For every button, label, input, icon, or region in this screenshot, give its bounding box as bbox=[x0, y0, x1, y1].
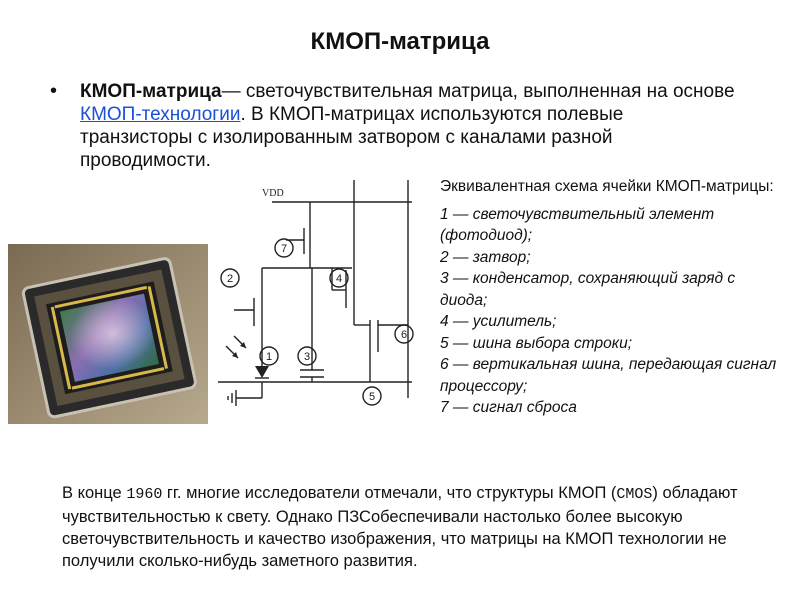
legend-item-7: 7 — сигнал сброса bbox=[440, 399, 577, 416]
history-text-2: гг. многие исследователи отмечали, что структуры КМОП ( bbox=[162, 484, 617, 502]
circuit-label-4: 4 bbox=[335, 273, 343, 285]
circuit-label-3: 3 bbox=[303, 351, 311, 363]
circuit-label-7: 7 bbox=[280, 243, 288, 255]
legend-item-6: 6 — вертикальная шина, передающая сигнал процессору; bbox=[440, 356, 777, 395]
history-paragraph bbox=[62, 482, 782, 572]
circuit-legend bbox=[440, 176, 785, 419]
legend-item-4: 4 — усилитель; bbox=[440, 313, 557, 330]
slide-title: КМОП-матрица bbox=[310, 28, 490, 55]
legend-item-3: 3 — конденсатор, сохраняющий заряд с диода; bbox=[440, 270, 736, 309]
history-text-1: В конце bbox=[62, 484, 127, 502]
bullet-text-part2: . В КМОП-матрицах используются полевые транзисторы с изолированным затвором с каналами разной проводимости. bbox=[80, 104, 624, 171]
history-year: 1960 bbox=[126, 486, 163, 503]
vdd-label: VDD bbox=[262, 188, 284, 199]
cmos-chip-photo bbox=[8, 244, 208, 424]
bullet-text-part1: — светочувствительная матрица, выполненная на основе bbox=[221, 81, 735, 102]
history-text-3: ) обладают чувствительностью к свету. Однако ПЗСобеспечивали настолько более высокую светочувствительность и качество изображения, что матрицы на КМОП технологии не получили сколько-нибудь заметного развития. bbox=[62, 484, 738, 570]
legend-item-5: 5 — шина выбора строки; bbox=[440, 334, 633, 352]
legend-item-1: 1 — светочувствительный элемент (фотодиод); bbox=[440, 205, 715, 244]
bullet-dot-icon: • bbox=[50, 80, 58, 102]
circuit-label-6: 6 bbox=[400, 329, 408, 341]
bullet-term: КМОП-матрица bbox=[80, 81, 222, 102]
circuit-label-2: 2 bbox=[226, 273, 234, 285]
legend-header: Эквивалентная схема ячейки КМОП-матрицы: bbox=[440, 178, 774, 195]
bullet-text bbox=[80, 80, 740, 172]
circuit-label-5: 5 bbox=[368, 391, 376, 403]
cmos-technology-link[interactable]: КМОП-технологии bbox=[80, 104, 241, 125]
circuit-diagram bbox=[212, 170, 434, 440]
history-cmos: CMOS bbox=[616, 486, 653, 503]
circuit-label-1: 1 bbox=[265, 351, 273, 363]
legend-item-2: 2 — затвор; bbox=[440, 248, 531, 266]
